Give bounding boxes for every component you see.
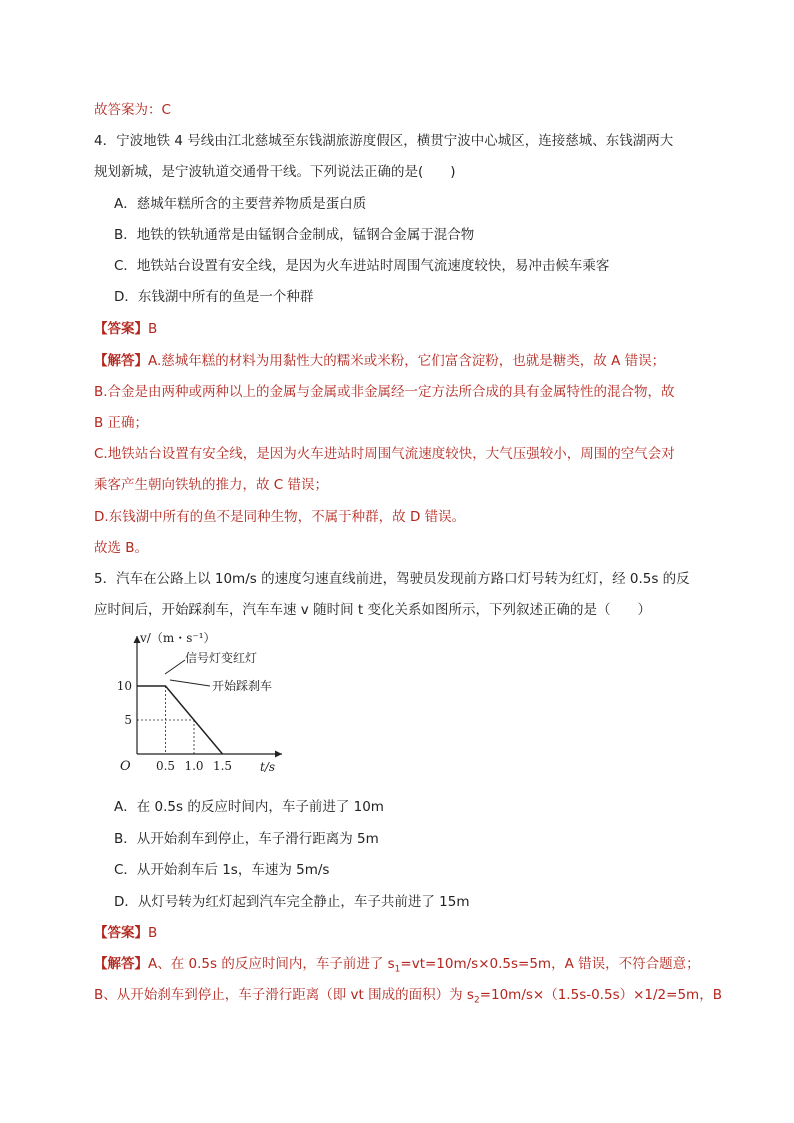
- q5-option-d: D．从灯号转为红灯起到汽车完全静止，车子共前进了 15m: [114, 894, 470, 910]
- q5-analysis2-text-a: B、从开始刹车到停止，车子滑行距离（即 vt 围成的面积）为 s: [94, 987, 474, 1003]
- q5-answer-value: B: [148, 925, 158, 941]
- q5-stem-line2: 应时间后，开始踩刹车，汽车车速 v 随时间 t 变化关系如图所示，下列叙述正确的是（ ）: [94, 602, 651, 618]
- q5-analysis-text-a: A、在 0.5s 的反应时间内，车子前进了 s: [148, 956, 395, 972]
- q4-stem-line1: 4．宁波地铁 4 号线由江北慈城至东钱湖旅游度假区，横贯宁波中心城区，连接慈城、东钱湖两大: [94, 133, 674, 149]
- q5-analysis-tag: 【解答】: [94, 956, 148, 972]
- y-tick-label-1: 5: [124, 713, 132, 727]
- q4-analysis-tag: 【解答】: [94, 353, 148, 369]
- q5-stem-line1: 5．汽车在公路上以 10m/s 的速度匀速直线前进，驾驶员发现前方路口灯号转为红灯，经 0.5s 的反: [94, 571, 690, 587]
- q5-analysis2-text-b: =10m/s×（1.5s-0.5s）×1/2=5m，B: [479, 987, 722, 1003]
- x-tick-label-2: 1.5: [212, 759, 233, 773]
- q5-option-a: A．在 0.5s 的反应时间内，车子前进了 10m: [114, 799, 384, 815]
- q5-analysis-text-b: =vt=10m/s×0.5s=5m，A 错误，不符合题意；: [400, 956, 700, 972]
- q4-analysis-line5: 乘客产生朝向铁轨的推力，故 C 错误；: [94, 477, 329, 493]
- q4-option-a: A．慈城年糕所含的主要营养物质是蛋白质: [114, 196, 367, 212]
- q5-analysis-sub2: 2: [473, 995, 480, 1006]
- q5-answer: [94, 923, 157, 943]
- annotation-leader-red-light: [165, 660, 185, 674]
- q4-answer-tag: 【答案】: [94, 321, 148, 337]
- y-axis-label: v/（m・s⁻¹）: [140, 631, 216, 645]
- x-tick-label-1: 1.0: [184, 759, 204, 773]
- y-tick-label-0: 10: [116, 679, 132, 693]
- q5-analysis-line1: [94, 954, 700, 980]
- q5-option-b: B．从开始刹车到停止，车子滑行距离为 5m: [114, 831, 379, 847]
- q4-analysis-line1: [94, 351, 665, 371]
- q4-analysis-line3: B 正确；: [94, 415, 149, 431]
- q5-answer-tag: 【答案】: [94, 925, 148, 941]
- annotation-leader-brake: [170, 680, 210, 686]
- q4-analysis-line6: D.东钱湖中所有的鱼不是同种生物，不属于种群，故 D 错误。: [94, 509, 466, 525]
- q5-analysis-sub1: 1: [394, 964, 401, 975]
- annotation-brake: 开始踩刹车: [212, 679, 273, 693]
- q5-option-c: C．从开始刹车后 1s，车速为 5m/s: [114, 862, 330, 878]
- q4-analysis-text: A.慈城年糕的材料为用黏性大的糯米或米粉，它们富含淀粉，也就是糖类，故 A 错误；: [148, 353, 666, 369]
- prev-answer: 故答案为：C: [94, 102, 171, 118]
- q4-option-d: D．东钱湖中所有的鱼是一个种群: [114, 289, 314, 305]
- q4-answer-value: B: [148, 321, 158, 337]
- q4-analysis-line4: C.地铁站台设置有安全线，是因为火车进站时周围气流速度较快，大气压强较小，周围的空气会对: [94, 446, 675, 462]
- x-tick-label-0: 0.5: [155, 759, 176, 773]
- q4-answer: [94, 319, 157, 339]
- q4-analysis-line2: B.合金是由两种或两种以上的金属与金属或非金属经一定方法所合成的具有金属特性的混合物，故: [94, 384, 675, 400]
- q5-analysis-line2: [94, 985, 722, 1011]
- q4-option-b: B．地铁的铁轨通常是由锰钢合金制成，锰钢合金属于混合物: [114, 227, 475, 243]
- q4-conclusion: 故选 B。: [94, 540, 149, 556]
- velocity-time-graph: [110, 628, 320, 778]
- q4-stem-line2: 规划新城，是宁波轨道交通骨干线。下列说法正确的是( ): [94, 164, 456, 180]
- annotation-red-light: 信号灯变红灯: [185, 651, 258, 665]
- origin-label: O: [120, 759, 131, 774]
- x-axis-label: t/s: [260, 760, 276, 774]
- q4-option-c: C．地铁站台设置有安全线，是因为火车进站时周围气流速度较快，易冲击候车乘客: [114, 258, 610, 274]
